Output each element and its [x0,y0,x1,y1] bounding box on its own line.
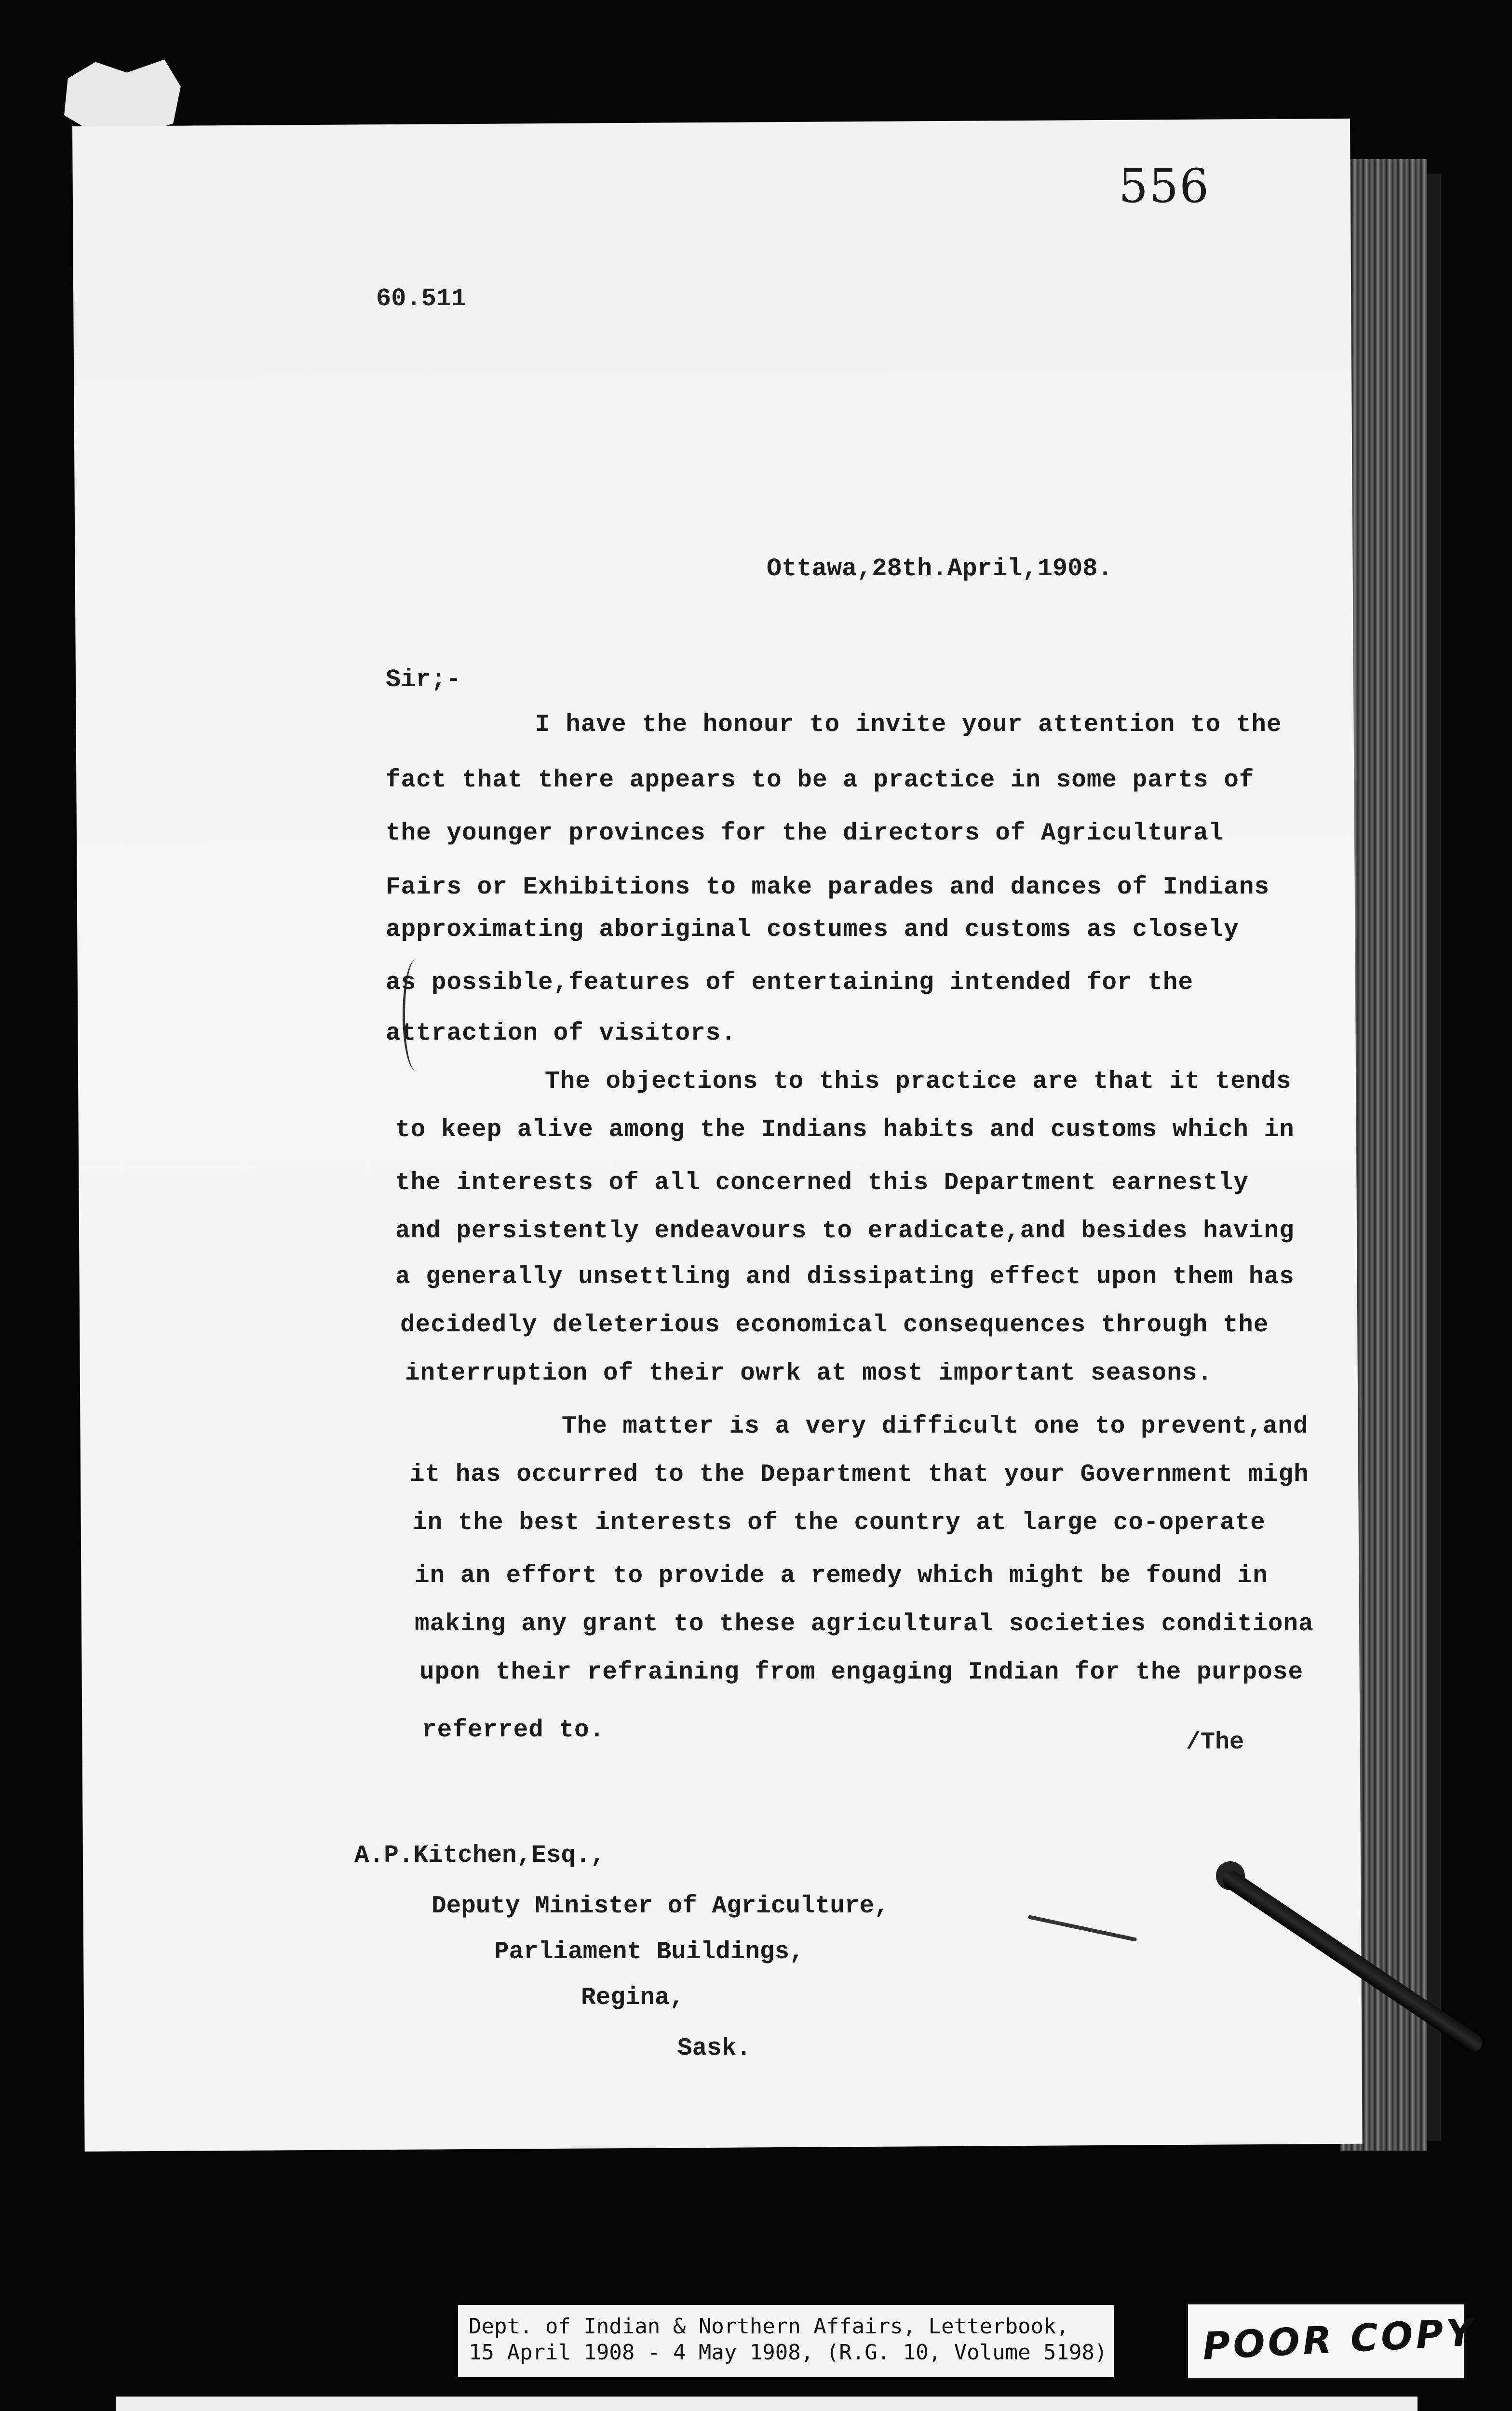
body-line: decidedly deleterious economical consequences through the [400,1312,1269,1339]
body-line: a generally unsettling and dissipating effect upon them has [395,1263,1295,1291]
page-edge-dark [1427,174,1441,2141]
body-line: and persistently endeavours to eradicate,and besides having [395,1218,1295,1245]
salutation: Sir;- [386,665,461,694]
address-line: Deputy Minister of Agriculture, [432,1893,889,1920]
source-label-text [469,2314,1107,2366]
page-number: 556 [1119,159,1210,213]
address-line: Parliament Buildings, [494,1938,804,1966]
body-line: Fairs or Exhibitions to make parades and dances of Indians [386,874,1270,901]
body-line: in the best interests of the country at large co-operate [412,1509,1266,1537]
body-line: upon their refraining from engaging Indian for the purpose [419,1659,1304,1686]
body-line: in an effort to provide a remedy which might be found in [415,1562,1268,1590]
body-line: referred to. [422,1717,605,1744]
address-line: Sask. [677,2035,752,2062]
body-line: approximating aboriginal costumes and customs as closely [386,916,1239,944]
body-line: I have the honour to invite your attention to the [535,711,1282,739]
address-line: Regina, [581,1984,685,2012]
body-line: fact that there appears to be a practice in some parts of [386,767,1255,794]
body-line: as possible,features of entertaining intended for the [386,969,1194,997]
body-line: the interests of all concerned this Department earnestly [395,1169,1249,1197]
source-label-line: 15 April 1908 - 4 May 1908, (R.G. 10, Volume 5198) [469,2340,1107,2365]
source-label-line: Dept. of Indian & Northern Affairs, Letterbook, [469,2314,1069,2339]
poor-copy-stamp [1186,2303,1478,2380]
dateline: Ottawa,28th.April,1908. [767,555,1113,583]
body-line: making any grant to these agricultural societies conditiona [415,1611,1314,1638]
file-number: 60.511 [376,284,467,313]
body-line: attraction of visitors. [386,1020,736,1047]
continuation-mark: /The [1186,1729,1244,1756]
body-line: The objections to this practice are that it tends [545,1068,1292,1096]
body-line: it has occurred to the Department that your Government migh [410,1461,1309,1489]
poor-copy-text: POOR COPY [1202,2311,1478,2369]
address-line: A.P.Kitchen,Esq., [354,1842,606,1869]
body-line: to keep alive among the Indians habits and customs which in [395,1116,1295,1144]
body-line: the younger provinces for the directors of Agricultural [386,820,1224,847]
archives-banner [116,2397,1418,2411]
source-label [458,2305,1114,2377]
body-line: The matter is a very difficult one to prevent,and [562,1413,1309,1440]
body-line: interruption of their owrk at most important seasons. [405,1360,1213,1387]
